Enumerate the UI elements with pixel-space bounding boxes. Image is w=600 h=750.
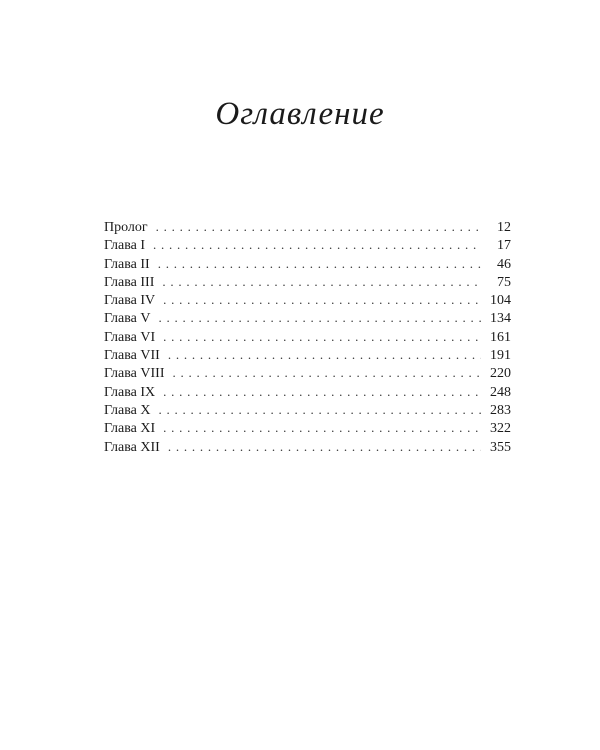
toc-entry-chapter-1[interactable] bbox=[104, 236, 511, 254]
toc-dot-leader bbox=[163, 291, 481, 309]
toc-entry-label: Глава VII bbox=[104, 348, 160, 364]
page-title: Оглавление bbox=[215, 96, 385, 132]
toc-entry-chapter-7[interactable] bbox=[104, 346, 511, 364]
toc-entry-page-number: 104 bbox=[490, 293, 511, 309]
toc-entry-page-number: 75 bbox=[497, 274, 511, 290]
toc-dot-leader bbox=[163, 383, 481, 401]
toc-entry-chapter-5[interactable] bbox=[104, 309, 511, 327]
toc-entry-chapter-3[interactable] bbox=[104, 273, 511, 291]
toc-entry-label: Глава VI bbox=[104, 329, 156, 345]
toc-dot-leader bbox=[168, 346, 481, 364]
toc-dot-leader bbox=[159, 309, 482, 327]
toc-dot-leader bbox=[156, 218, 481, 236]
toc-dot-leader bbox=[159, 401, 482, 419]
toc-dot-leader bbox=[158, 255, 481, 273]
toc-entry-page-number: 191 bbox=[490, 348, 511, 364]
toc-dot-leader bbox=[153, 236, 481, 254]
toc-entry-chapter-4[interactable] bbox=[104, 291, 511, 309]
toc-entry-page-number: 161 bbox=[490, 329, 511, 345]
toc-dot-leader bbox=[163, 419, 481, 437]
toc-dot-leader bbox=[163, 328, 481, 346]
toc-entry-label: Пролог bbox=[104, 220, 148, 235]
toc-entry-page-number: 248 bbox=[490, 384, 511, 400]
toc-entry-chapter-11[interactable] bbox=[104, 419, 511, 437]
toc-entry-chapter-2[interactable] bbox=[104, 255, 511, 273]
toc-entry-page-number: 17 bbox=[497, 238, 511, 254]
toc-entry-chapter-12[interactable] bbox=[104, 438, 511, 456]
toc-entry-label: Глава I bbox=[104, 238, 146, 254]
toc-entry-chapter-10[interactable] bbox=[104, 401, 511, 419]
toc-entry-page-number: 322 bbox=[490, 421, 511, 437]
toc-dot-leader bbox=[162, 273, 481, 291]
toc-entry-page-number: 46 bbox=[497, 256, 511, 272]
toc-entry-page-number: 355 bbox=[490, 439, 511, 455]
toc-dot-leader bbox=[168, 438, 481, 456]
toc-entry-label: Глава XII bbox=[104, 439, 160, 455]
toc-entry-label: Глава VIII bbox=[104, 366, 165, 382]
toc-entry-chapter-9[interactable] bbox=[104, 383, 511, 401]
toc-entry-label: Глава XI bbox=[104, 421, 156, 437]
toc-entry-label: Глава II bbox=[104, 256, 150, 272]
toc-entry-label: Глава III bbox=[104, 274, 155, 290]
toc-entry-label: Глава IV bbox=[104, 293, 156, 309]
toc-dot-leader bbox=[172, 364, 481, 382]
toc-entry-prologue[interactable] bbox=[104, 218, 511, 236]
toc-entry-page-number: 134 bbox=[490, 311, 511, 327]
toc-entry-page-number: 220 bbox=[490, 366, 511, 382]
toc-entry-chapter-8[interactable] bbox=[104, 364, 511, 382]
toc-entry-label: Глава X bbox=[104, 402, 151, 418]
toc-entry-chapter-6[interactable] bbox=[104, 328, 511, 346]
toc-entry-page-number: 283 bbox=[490, 402, 511, 418]
toc-entry-label: Глава IX bbox=[104, 384, 156, 400]
toc-entry-label: Глава V bbox=[104, 311, 151, 327]
table-of-contents bbox=[104, 218, 511, 456]
toc-entry-page-number: 12 bbox=[497, 220, 511, 235]
